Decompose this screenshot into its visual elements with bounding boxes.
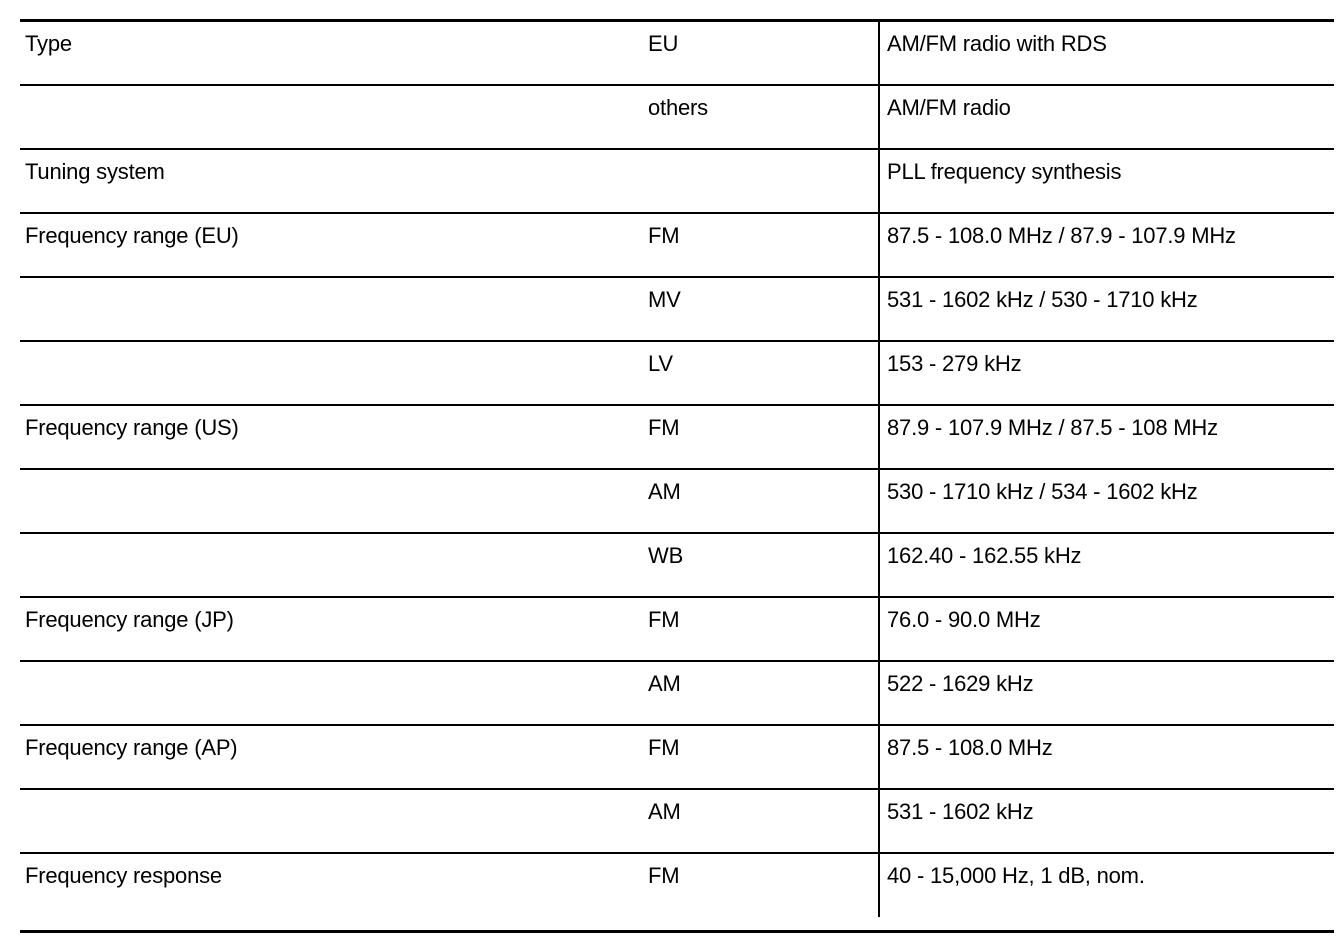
table-row [20, 726, 1334, 790]
row-value: 153 - 279 kHz [887, 351, 1022, 376]
table-row [20, 854, 1334, 930]
row-subcategory: AM [648, 799, 681, 824]
row-subcategory: AM [648, 479, 681, 504]
row-value: 162.40 - 162.55 kHz [887, 543, 1082, 568]
table-row [20, 278, 1334, 342]
row-label: Tuning system [25, 159, 165, 184]
row-value: 87.9 - 107.9 MHz / 87.5 - 108 MHz [887, 415, 1218, 440]
bottom-rule [20, 930, 1334, 933]
table-body [20, 22, 1334, 930]
row-value: AM/FM radio [887, 95, 1011, 120]
row-subcategory: others [648, 95, 708, 120]
row-value: 40 - 15,000 Hz, 1 dB, nom. [887, 863, 1145, 888]
table-row [20, 470, 1334, 534]
table-row [20, 22, 1334, 86]
table-row [20, 150, 1334, 214]
table-row [20, 214, 1334, 278]
row-label: Frequency range (AP) [25, 735, 238, 760]
row-subcategory: MV [648, 287, 681, 312]
spec-table [20, 19, 1334, 933]
table-row [20, 342, 1334, 406]
row-value: 87.5 - 108.0 MHz / 87.9 - 107.9 MHz [887, 223, 1236, 248]
row-value: 530 - 1710 kHz / 534 - 1602 kHz [887, 479, 1198, 504]
row-value: PLL frequency synthesis [887, 159, 1122, 184]
row-value: 76.0 - 90.0 MHz [887, 607, 1041, 632]
row-value: 531 - 1602 kHz / 530 - 1710 kHz [887, 287, 1198, 312]
row-label: Frequency response [25, 863, 222, 888]
table-row [20, 790, 1334, 854]
table-row [20, 534, 1334, 598]
row-subcategory: FM [648, 415, 680, 440]
row-subcategory: EU [648, 31, 679, 56]
table-row [20, 662, 1334, 726]
row-subcategory: FM [648, 863, 680, 888]
row-label: Type [25, 31, 72, 56]
column-divider [878, 22, 880, 917]
row-value: 531 - 1602 kHz [887, 799, 1034, 824]
row-value: AM/FM radio with RDS [887, 31, 1107, 56]
row-label: Frequency range (JP) [25, 607, 234, 632]
table-row [20, 598, 1334, 662]
table-row [20, 406, 1334, 470]
row-subcategory: FM [648, 607, 680, 632]
table-row [20, 86, 1334, 150]
row-value: 522 - 1629 kHz [887, 671, 1034, 696]
row-label: Frequency range (US) [25, 415, 239, 440]
row-subcategory: FM [648, 223, 680, 248]
row-subcategory: WB [648, 543, 684, 568]
row-label: Frequency range (EU) [25, 223, 239, 248]
row-subcategory: FM [648, 735, 680, 760]
row-value: 87.5 - 108.0 MHz [887, 735, 1053, 760]
row-subcategory: AM [648, 671, 681, 696]
row-subcategory: LV [648, 351, 673, 376]
